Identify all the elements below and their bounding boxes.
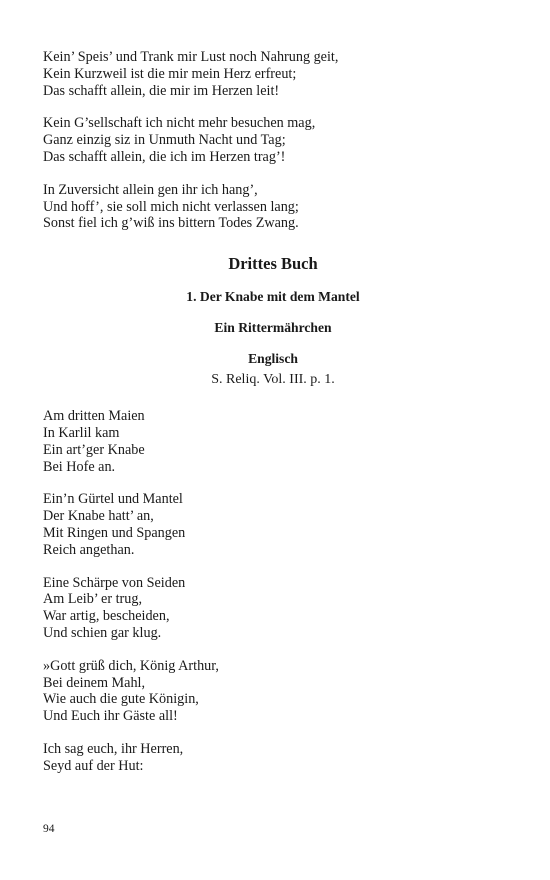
verse-line: Reich angethan. <box>43 541 135 558</box>
verse-line: Ich sag euch, ihr Herren, <box>43 740 184 757</box>
verse-line: Ganz einzig siz in Unmuth Nacht und Tag; <box>43 132 286 149</box>
verse-line: Der Knabe hatt’ an, <box>43 508 154 525</box>
verse-line: Sonst fiel ich g’wiß ins bittern Todes Zwang. <box>43 215 299 232</box>
verse-line: Wie auch die gute Königin, <box>43 691 199 708</box>
verse-line: In Karlil kam <box>43 424 120 441</box>
verse-line: War artig, bescheiden, <box>43 608 170 625</box>
verse-line: Eine Schärpe von Seiden <box>43 574 186 591</box>
verse-line: Ein’n Gürtel und Mantel <box>43 491 183 508</box>
verse-line: Am dritten Maien <box>43 408 145 425</box>
verse-line: Bei Hofe an. <box>43 458 116 475</box>
poem-previous <box>43 49 483 232</box>
poem-knabe-mantel <box>43 408 483 774</box>
book-heading: Drittes Buch <box>228 254 318 274</box>
verse-line: Seyd auf der Hut: <box>43 757 144 774</box>
verse-line: Kein’ Speis’ und Trank mir Lust noch Nahrung geit, <box>43 49 339 65</box>
verse-line: Und hoff’, sie soll mich nicht verlassen lang; <box>43 198 299 215</box>
stanza <box>43 182 483 232</box>
verse-line: »Gott grüß dich, König Arthur, <box>43 657 219 674</box>
verse-line: Kein Kurzweil ist die mir mein Herz erfreut; <box>43 65 297 82</box>
stanza <box>43 575 483 642</box>
verse-line: In Zuversicht allein gen ihr ich hang’, <box>43 181 258 198</box>
verse-line: Bei deinem Mahl, <box>43 674 146 691</box>
verse-line: Das schafft allein, die mir im Herzen leit! <box>43 82 280 99</box>
stanza <box>43 741 483 775</box>
verse-line: Mit Ringen und Spangen <box>43 524 186 541</box>
poem-source: S. Reliq. Vol. III. p. 1. <box>211 372 335 388</box>
stanza <box>43 115 483 165</box>
verse-line: Und schien gar klug. <box>43 624 162 641</box>
verse-line: Kein G’sellschaft ich nicht mehr besuchen mag, <box>43 115 316 132</box>
page-number: 94 <box>43 823 55 835</box>
stanza <box>43 49 483 99</box>
verse-line: Am Leib’ er trug, <box>43 591 143 608</box>
verse-line: Das schafft allein, die ich im Herzen trag’! <box>43 148 286 165</box>
stanza <box>43 408 483 475</box>
poem-title: 1. Der Knabe mit dem Mantel <box>186 289 360 305</box>
poem-origin: Englisch <box>248 351 298 367</box>
stanza <box>43 491 483 558</box>
verse-line: Und Euch ihr Gäste all! <box>43 708 178 725</box>
page-body <box>43 49 483 791</box>
stanza <box>43 658 483 725</box>
verse-line: Ein art’ger Knabe <box>43 441 145 458</box>
poem-subtitle: Ein Rittermährchen <box>214 320 332 336</box>
